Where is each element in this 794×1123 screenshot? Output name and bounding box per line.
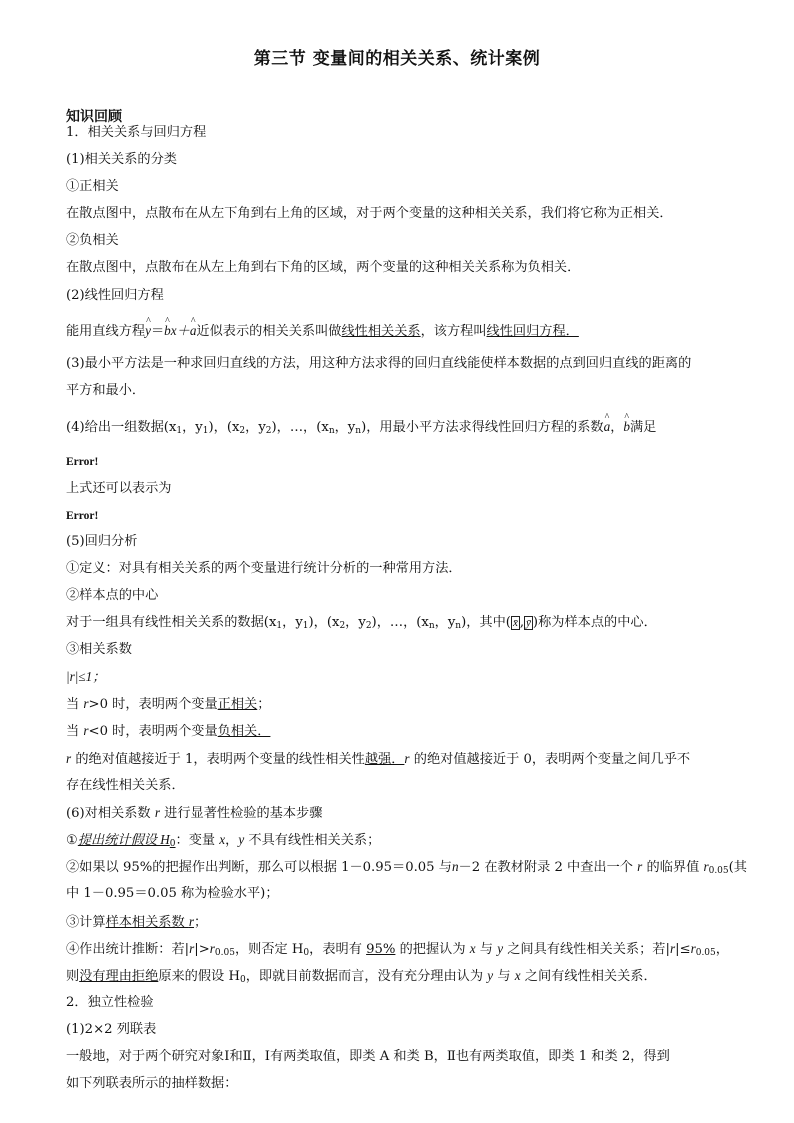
text-fragment: >0 时，表明两个变量 <box>88 697 218 712</box>
text-fragment: ＝ <box>150 324 165 339</box>
y-hat: ^ y <box>145 322 151 340</box>
text-fragment: 原来的假设 H <box>158 969 240 984</box>
subscript: 2 <box>265 426 272 436</box>
r-var: r <box>188 914 195 929</box>
text-fragment: ，y <box>345 615 366 630</box>
text-fragment: ，则否定 H <box>234 942 304 957</box>
subscript: 0 <box>239 975 246 985</box>
text-fragment: ； <box>194 915 208 930</box>
subscript: 0.05 <box>708 866 729 876</box>
underlined-term: 线性回归方程． <box>486 324 579 339</box>
abs-r-bound: |r|≤1； <box>66 669 106 684</box>
subscript: 1 <box>176 426 183 436</box>
text-fragment: 能用直线方程 <box>66 324 146 339</box>
subsection-1-6 <box>66 804 322 823</box>
text-fragment: 之间具有线性相关关系；若| <box>503 942 670 957</box>
text-fragment: 满足 <box>629 420 657 435</box>
step-1 <box>66 831 380 853</box>
positive-label: ①正相关 <box>66 179 119 194</box>
contingency-text-2: 如下列联表所示的抽样数据： <box>66 1076 238 1091</box>
x-bar: x̄ <box>512 617 518 629</box>
r-strength-line-2: 存在线性相关关系． <box>66 778 185 793</box>
text-fragment: ， <box>225 833 239 848</box>
text-fragment: ，该方程叫 <box>420 324 487 339</box>
section-2-heading: 2．独立性检验 <box>66 995 154 1010</box>
text-fragment: (4)给出一组数据(x <box>66 420 177 435</box>
underlined-term: 越强． <box>364 752 405 767</box>
subscript: 0 <box>303 948 310 958</box>
text-fragment: 近似表示的相关关系叫做 <box>196 324 342 339</box>
subscript: 2 <box>239 426 246 436</box>
subscript: 0.05 <box>214 948 235 958</box>
r-var: r <box>669 941 676 956</box>
section-1-heading: 1．相关关系与回归方程 <box>66 125 207 140</box>
text-fragment: ， <box>610 420 624 435</box>
step-2-line-2: 中 1－0.95＝0.05 称为检验水平)； <box>66 886 279 901</box>
subscript: n <box>328 426 335 436</box>
text-fragment: 之间有线性相关关系． <box>520 969 657 984</box>
text-fragment: ，表明有 <box>309 942 367 957</box>
subscript: 1 <box>276 621 283 631</box>
sample-center-text <box>66 614 657 635</box>
underlined-term: 正相关 <box>217 697 258 712</box>
x-var: x <box>219 832 226 847</box>
definition-text: ①定义：对具有相关关系的两个变量进行统计分析的一种常用方法． <box>66 561 462 576</box>
y-var: y <box>487 968 494 983</box>
text-fragment: ④作出统计推断：若| <box>66 942 190 957</box>
subscript: 0.05 <box>695 948 716 958</box>
text-fragment: (其 <box>728 860 747 875</box>
step-2-line-1 <box>66 858 747 880</box>
subscript: 1 <box>302 621 309 631</box>
subscript: 2 <box>365 621 372 631</box>
a-hat: ^ a <box>190 322 197 340</box>
text-fragment: 与 <box>493 969 515 984</box>
text-fragment: ②如果以 95%的把握作出判断，那么可以根据 1－0.95＝0.05 与 <box>66 860 452 875</box>
text-fragment: 对于一组具有线性相关关系的数据(x <box>66 615 277 630</box>
step-4-line-1 <box>66 940 729 962</box>
text-fragment: 当 <box>66 724 84 739</box>
correlation-label: ③相关系数 <box>66 642 132 657</box>
r-var: r <box>637 859 643 874</box>
text-fragment: )，(x <box>208 420 240 435</box>
text-fragment: 的绝对值越接近于 1，表明两个变量的线性相关性 <box>71 752 365 767</box>
text-fragment: |≤ <box>675 942 691 957</box>
r-var: r <box>83 723 89 738</box>
r-var: r <box>83 696 89 711</box>
text-fragment: 的绝对值越接近于 0，表明两个变量之间几乎不 <box>409 752 691 767</box>
text-fragment: 则 <box>66 969 80 984</box>
r-strength-line-1 <box>66 750 690 769</box>
least-squares-line-1: (3)最小平方法是一种求回归直线的方法，用这种方法求得的回归直线能使样本数据的点到回归直线的距离的 <box>66 356 692 371</box>
text-fragment: ， <box>715 942 729 957</box>
least-squares-line-2: 平方和最小． <box>66 383 146 398</box>
section-heading: 知识回顾 <box>66 109 122 125</box>
text-fragment: ； <box>257 697 271 712</box>
step-3 <box>66 913 207 932</box>
subsection-1-1: (1)相关关系的分类 <box>66 152 177 167</box>
x-var: x <box>469 941 476 956</box>
contingency-text-1: 一般地，对于两个研究对象Ⅰ和Ⅱ，Ⅰ有两类取值，即类 A 和类 B，Ⅱ也有两类取值，即类 1 和类 2，得到 <box>66 1049 670 1064</box>
r-var: r <box>690 941 696 956</box>
y-var: y <box>238 832 245 847</box>
text-fragment: ，y <box>434 615 456 630</box>
underlined-term: 线性相关关系 <box>341 324 421 339</box>
r-var: r <box>189 941 195 956</box>
text-fragment: 的把握认为 <box>395 942 470 957</box>
text-fragment: 当 <box>66 697 84 712</box>
underlined-term: 负相关． <box>217 724 271 739</box>
underlined-term: 样本相关系数 <box>105 915 189 930</box>
r-var: r <box>154 805 160 820</box>
text-fragment: )称为样本点的中心． <box>532 615 657 630</box>
sample-center-label: ②样本点的中心 <box>66 588 159 603</box>
underlined-term: 提出统计假设 H <box>77 832 170 847</box>
text-fragment: ③计算 <box>66 915 106 930</box>
error-placeholder: Error! <box>66 456 99 468</box>
text-fragment: 的临界值 <box>642 860 704 875</box>
positive-text: 在散点图中，点散布在从左下角到右上角的区域，对于两个变量的这种相关关系，我们将它称为正相关． <box>66 206 673 221</box>
n-var: n <box>451 859 459 874</box>
text-fragment: )，…，(x <box>271 420 329 435</box>
subsection-1-5: (5)回归分析 <box>66 534 138 549</box>
data-set-line <box>66 418 656 440</box>
regression-equation-line <box>66 322 579 341</box>
text-fragment: ：变量 <box>175 833 220 848</box>
r-positive-line <box>66 695 270 714</box>
subscript: 0 <box>169 839 176 849</box>
text-fragment: －2 在教材附录 2 中查出一个 <box>458 860 638 875</box>
text-fragment: 进行显著性检验的基本步骤 <box>159 806 323 821</box>
subscript: 1 <box>202 426 209 436</box>
b-hat: ^ b <box>164 322 171 340</box>
r-var: r <box>66 751 72 766</box>
text-fragment: ① <box>66 833 78 848</box>
text-fragment: |> <box>194 942 210 957</box>
step-4-line-2 <box>66 967 657 989</box>
r-var: r <box>209 941 215 956</box>
page-title: 第三节 变量间的相关关系、统计案例 <box>253 49 541 69</box>
r-var: r <box>703 859 709 874</box>
text-fragment: x＋ <box>170 323 190 338</box>
r-var: r <box>404 751 410 766</box>
error-placeholder: Error! <box>66 510 99 522</box>
y-bar: ȳ <box>526 617 531 629</box>
text-fragment: ，y <box>182 420 203 435</box>
b-hat: ^ b <box>623 418 630 436</box>
negative-text: 在散点图中，点散布在从左上角到右下角的区域，两个变量的这种相关关系称为负相关． <box>66 260 581 275</box>
text-fragment: (6)对相关系数 <box>66 806 155 821</box>
y-var: y <box>497 941 504 956</box>
text-fragment: ，y <box>245 420 266 435</box>
text-fragment: )，…，(x <box>371 615 429 630</box>
text-fragment: )，用最小平方法求得线性回归方程的系数 <box>361 420 604 435</box>
text-fragment: ，即就目前数据而言，没有充分理由认为 <box>245 969 488 984</box>
r-negative-line <box>66 722 270 741</box>
a-hat: ^ a <box>604 418 611 436</box>
subscript: 2 <box>339 621 346 631</box>
subsection-2-1: (1)2×2 列联表 <box>66 1022 157 1037</box>
x-var: x <box>514 968 521 983</box>
text-fragment: 与 <box>475 942 498 957</box>
text-fragment: 不具有线性相关关系； <box>244 833 381 848</box>
text-fragment: ，y <box>282 615 303 630</box>
subsection-1-2: (2)线性回归方程 <box>66 288 164 303</box>
text-fragment: )，其中( <box>461 615 511 630</box>
underlined-term: 95% <box>366 942 396 957</box>
subscript: n <box>355 426 362 436</box>
text-fragment: ，y <box>334 420 356 435</box>
negative-label: ②负相关 <box>66 233 119 248</box>
text-fragment: )，(x <box>308 615 340 630</box>
text-fragment: <0 时，表明两个变量 <box>88 724 218 739</box>
subscript: n <box>428 621 435 631</box>
underlined-term: 没有理由拒绝 <box>79 969 159 984</box>
text-fragment: , <box>519 615 525 630</box>
alternate-form-text: 上式还可以表示为 <box>66 481 172 496</box>
subscript: n <box>455 621 462 631</box>
